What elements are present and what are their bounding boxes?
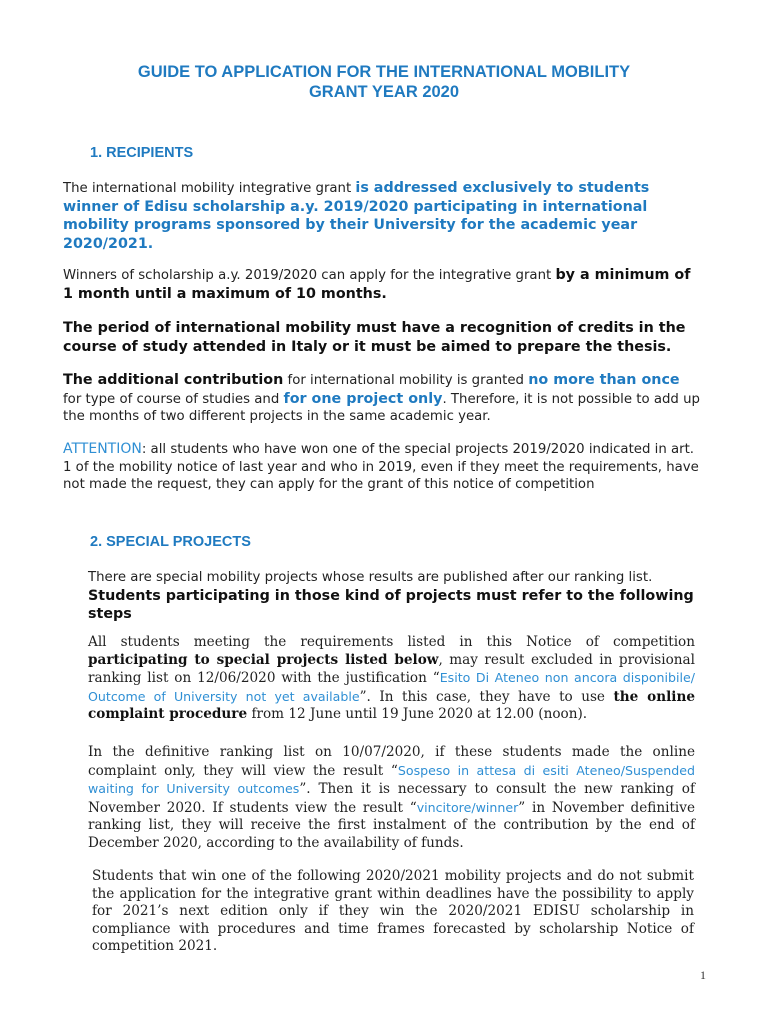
attention-paragraph: ATTENTION: all students who have won one of the special projects 2019/2020 indicated in art. 1 of the mobility notice of last year and who in 2019, even if they meet the requirements, have not made the request, they can apply for the grant of this notice of competition (63, 441, 699, 492)
special-projects-paragraph-2: All students meeting the requirements listed in this Notice of competition participating to special projects listed below, may result excluded in provisional ranking list on 12/06/2020 with the justification “Esito Di Ateneo non ancora disponibile/ Outcome of University not yet available”. In this case, they have to use the online complaint procedure from 12 June until 19 June 2020 at 12.00 (noon). (88, 634, 696, 722)
title-line-2: GRANT YEAR 2020 (308, 83, 460, 101)
title-line-1: GUIDE TO APPLICATION FOR THE INTERNATIONAL MOBILITY (137, 63, 631, 81)
special-projects-paragraph-3: In the definitive ranking list on 10/07/2020, if these students made the online complaint only, they will view the result “Sospeso in attesa di esiti Ateneo/Suspended waiting for University outcomes”. Then it is necessary to consult the new ranking of November 2020. If students view the result “vincitore/winner” in November definitive ranking list, they will receive the first instalment of the contribution by the end of December 2020, according to the availability of funds. (88, 744, 695, 851)
recipients-paragraph-4: The additional contribution for international mobility is granted no more than once for type of course of studies and for one project only. Therefore, it is not possible to add up the months of two different projects in the same academic year. (63, 372, 700, 424)
section-heading-recipients: 1. RECIPIENTS (90, 145, 194, 161)
special-projects-paragraph-4: Students that win one of the following 2020/2021 mobility projects and do not submit the application for the integrative grant within deadlines have the possibility to apply for 2021’s next edition only if they win the 2020/2021 EDISU scholarship in compliance with procedures and time frames forecasted by scholarship Notice of competition 2021. (92, 868, 694, 954)
special-projects-intro: There are special mobility projects whose results are published after our ranking list. Students participating in those kind of projects must refer to the following steps (88, 570, 694, 622)
recipients-paragraph-2: Winners of scholarship a.y. 2019/2020 can apply for the integrative grant by a minimum of 1 month until a maximum of 10 months. (63, 267, 691, 302)
recipients-paragraph-1: The international mobility integrative grant is addressed exclusively to students winner of Edisu scholarship a.y. 2019/2020 participating in international mobility programs sponsored by their University for the academic year 2020/2021. (63, 180, 650, 252)
page-number: 1 (700, 968, 706, 982)
document-title (60, 62, 708, 102)
attention-label: ATTENTION (63, 441, 142, 457)
recipients-paragraph-3: The period of international mobility must have a recognition of credits in the course of study attended in Italy or it must be aimed to prepare the thesis. (63, 320, 686, 355)
section-heading-special-projects: 2. SPECIAL PROJECTS (90, 534, 251, 550)
